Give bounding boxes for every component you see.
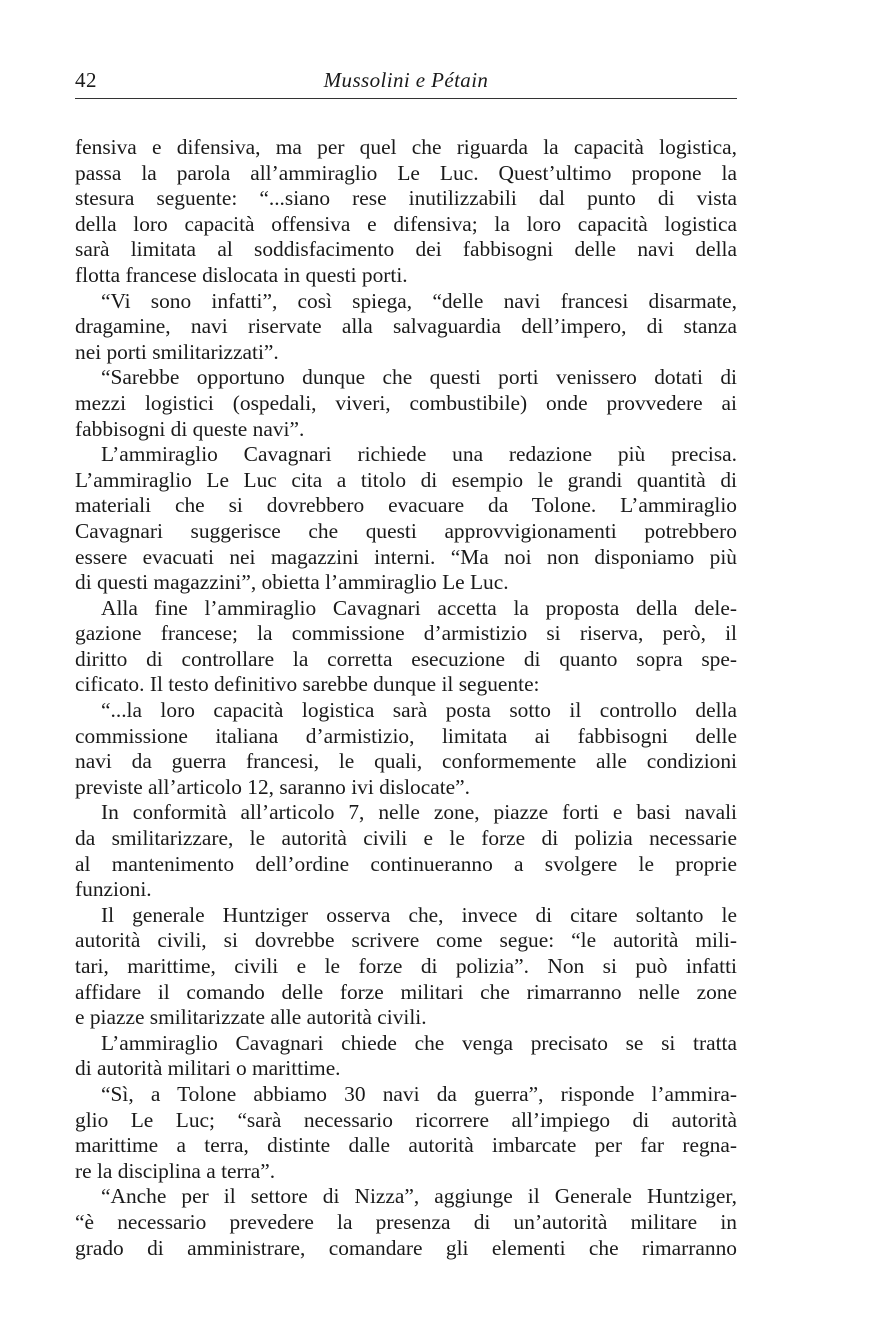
text-line: nei porti smilitarizzati”. [75, 339, 279, 364]
text-line: da smilitarizzare, le autorità civili e le forze di polizia necessarie [75, 826, 737, 851]
text-line: della loro capacità offensiva e difensiva; la loro capacità logistica [75, 211, 737, 236]
text-line: affidare il comando delle forze militari che rimarranno nelle zone [75, 979, 737, 1004]
text-line: essere evacuati nei magazzini interni. “Ma noi non disponiamo più [75, 544, 737, 569]
text-line: Alla fine l’ammiraglio Cavagnari accetta la proposta della dele- [101, 595, 737, 620]
text-line: al mantenimento dell’ordine continueranno a svolgere le proprie [75, 851, 737, 876]
text-line: L’ammiraglio Le Luc cita a titolo di esempio le grandi quantità di [75, 467, 737, 492]
text-line: marittime a terra, distinte dalle autorità imbarcate per far regna- [75, 1133, 737, 1158]
text-line: gazione francese; la commissione d’armistizio si riserva, però, il [75, 621, 737, 646]
text-line: navi da guerra francesi, le quali, conformemente alle condizioni [75, 749, 737, 774]
text-line: tari, marittime, civili e le forze di polizia”. Non si può infatti [75, 954, 737, 978]
page-number: 42 [75, 68, 97, 92]
text-line: diritto di controllare la corretta esecuzione di quanto sopra spe- [75, 646, 737, 671]
text-line: previste all’articolo 12, saranno ivi dislocate”. [75, 774, 470, 799]
text-line: passa la parola all’ammiraglio Le Luc. Quest’ultimo propone la [75, 160, 737, 185]
text-line: “Anche per il settore di Nizza”, aggiunge il Generale Huntziger, [101, 1184, 737, 1209]
body-text [75, 135, 737, 1261]
text-line: In conformità all’articolo 7, nelle zone, piazze forti e basi navali [101, 800, 737, 825]
text-line: materiali che si dovrebbero evacuare da Tolone. L’ammiraglio [75, 493, 737, 518]
text-line: “...la loro capacità logistica sarà posta sotto il controllo della [101, 698, 737, 723]
text-line: re la disciplina a terra”. [75, 1158, 276, 1183]
text-line: fensiva e difensiva, ma per quel che riguarda la capacità logistica, [75, 135, 737, 159]
text-line: funzioni. [75, 877, 152, 902]
text-line: glio Le Luc; “sarà necessario ricorrere all’impiego di autorità [75, 1107, 737, 1132]
text-line: dragamine, navi riservate alla salvaguardia dell’impero, di stanza [75, 314, 737, 339]
text-line: grado di amministrare, comandare gli elementi che rimarranno [75, 1235, 737, 1260]
text-line: di autorità militari o marittime. [75, 1056, 341, 1081]
text-line: Cavagnari suggerisce che questi approvvigionamenti potrebbero [75, 518, 737, 543]
text-line: fabbisogni di queste navi”. [75, 416, 305, 441]
text-line: L’ammiraglio Cavagnari richiede una redazione più precisa. [101, 442, 737, 467]
text-line: autorità civili, si dovrebbe scrivere come segue: “le autorità mili- [75, 928, 737, 953]
text-line: “Sì, a Tolone abbiamo 30 navi da guerra”, risponde l’ammira- [101, 1081, 737, 1106]
text-line: stesura seguente: “...siano rese inutilizzabili dal punto di vista [75, 186, 737, 211]
text-line: L’ammiraglio Cavagnari chiede che venga precisato se si tratta [101, 1030, 737, 1055]
text-line: sarà limitata al soddisfacimento dei fabbisogni delle navi della [75, 237, 737, 262]
page-header [75, 66, 737, 99]
text-line: “Vi sono infatti”, così spiega, “delle navi francesi disarmate, [101, 288, 737, 313]
text-line: cificato. Il testo definitivo sarebbe dunque il seguente: [75, 672, 540, 697]
text-line: commissione italiana d’armistizio, limitata ai fabbisogni delle [75, 723, 737, 748]
text-line: di questi magazzini”, obietta l’ammiraglio Le Luc. [75, 570, 509, 595]
text-line: Il generale Huntziger osserva che, invece di citare soltanto le [101, 902, 737, 927]
running-title: Mussolini e Pétain [323, 68, 489, 92]
text-line: “Sarebbe opportuno dunque che questi porti venissero dotati di [101, 365, 737, 390]
text-line: flotta francese dislocata in questi porti. [75, 262, 408, 287]
text-line: “è necessario prevedere la presenza di un’autorità militare in [75, 1209, 737, 1234]
text-line: e piazze smilitarizzate alle autorità civili. [75, 1005, 427, 1030]
text-line: mezzi logistici (ospedali, viveri, combustibile) onde provvedere ai [75, 390, 737, 415]
